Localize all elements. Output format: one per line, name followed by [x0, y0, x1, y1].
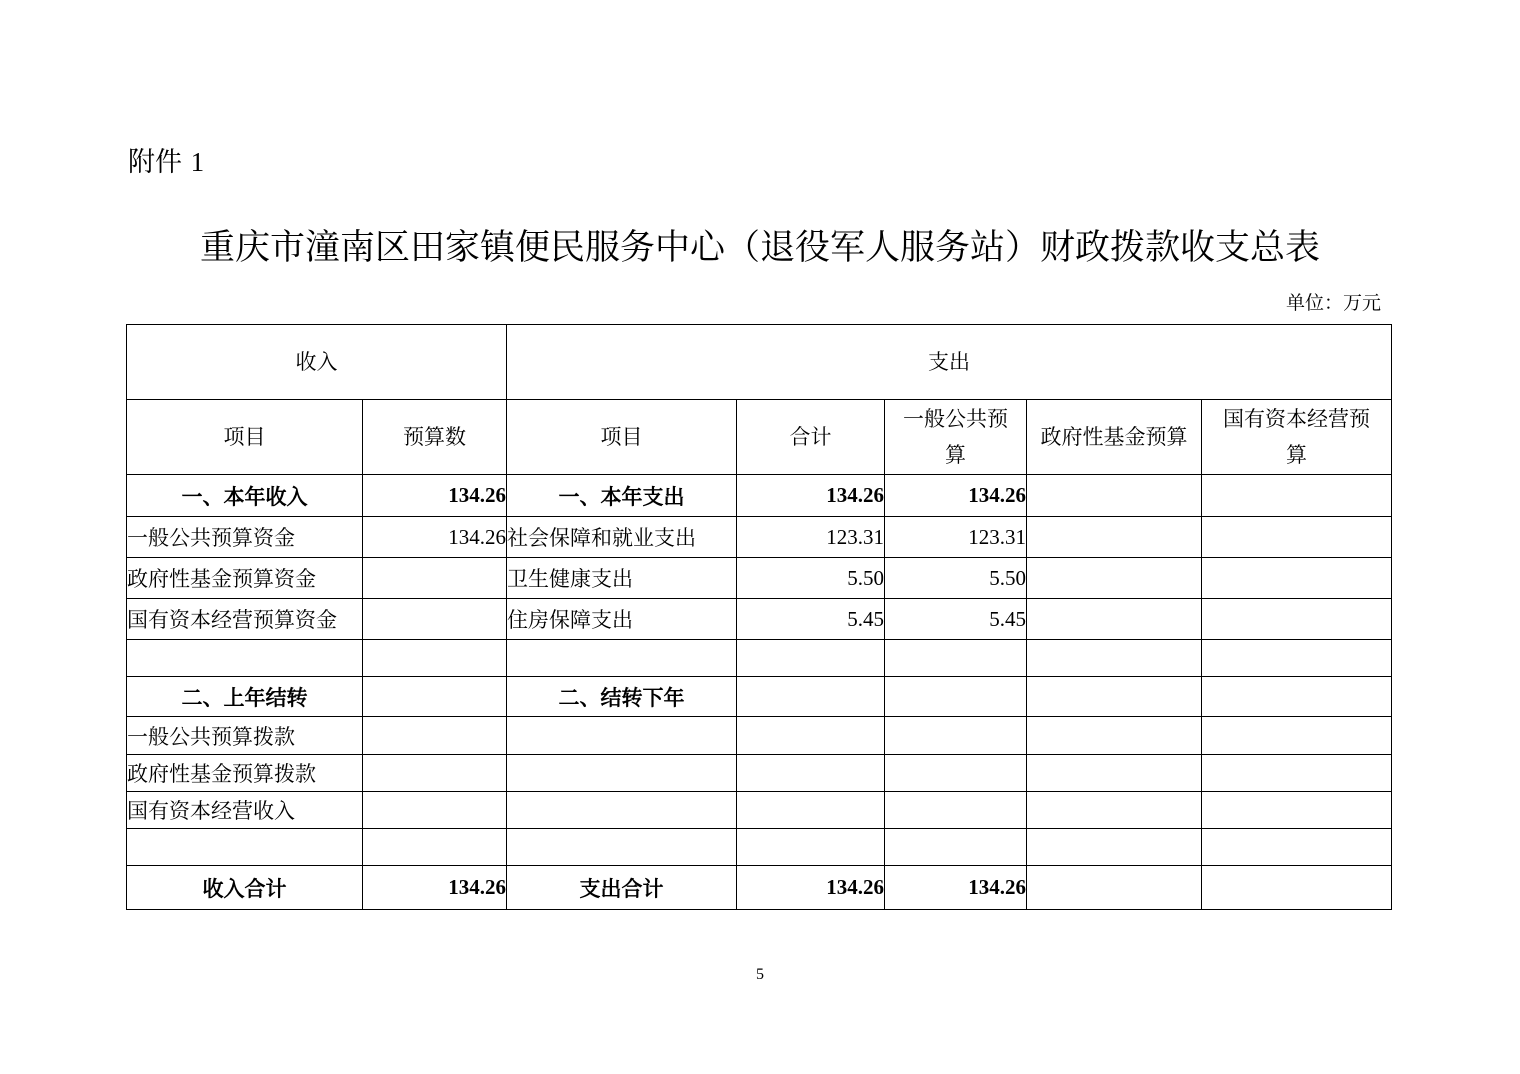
- income-item-cell: 一般公共预算拨款: [127, 717, 363, 755]
- total-cell: 134.26: [737, 866, 885, 910]
- state-capital-cell: [1202, 677, 1392, 717]
- col-header-income-item: 项目: [127, 400, 363, 475]
- table-row: [127, 640, 1392, 677]
- gov-fund-cell: [1027, 640, 1202, 677]
- income-item-cell: 政府性基金预算拨款: [127, 755, 363, 792]
- income-budget-cell: [363, 677, 507, 717]
- income-item-cell: [127, 829, 363, 866]
- general-budget-cell: [885, 792, 1027, 829]
- income-budget-cell: [363, 829, 507, 866]
- gov-fund-cell: [1027, 755, 1202, 792]
- expense-item-cell: 社会保障和就业支出: [507, 517, 737, 558]
- income-item-cell: 二、上年结转: [127, 677, 363, 717]
- group-header-row: [127, 325, 1392, 400]
- table-row: [127, 558, 1392, 599]
- gov-fund-cell: [1027, 599, 1202, 640]
- total-cell: [737, 677, 885, 717]
- total-cell: [737, 640, 885, 677]
- general-budget-cell: 134.26: [885, 866, 1027, 910]
- general-budget-cell: 5.45: [885, 599, 1027, 640]
- income-budget-cell: [363, 755, 507, 792]
- general-budget-cell: [885, 677, 1027, 717]
- income-item-cell: 政府性基金预算资金: [127, 558, 363, 599]
- total-cell: 123.31: [737, 517, 885, 558]
- total-cell: 134.26: [737, 475, 885, 517]
- state-capital-cell: [1202, 640, 1392, 677]
- income-budget-cell: [363, 558, 507, 599]
- expense-item-cell: [507, 829, 737, 866]
- unit-label: 单位：万元: [1285, 292, 1381, 314]
- table-row: [127, 677, 1392, 717]
- income-item-cell: 一般公共预算资金: [127, 517, 363, 558]
- table-row: [127, 717, 1392, 755]
- general-budget-cell: [885, 640, 1027, 677]
- table-row: [127, 792, 1392, 829]
- income-budget-cell: 134.26: [363, 517, 507, 558]
- general-budget-cell: [885, 755, 1027, 792]
- table-row: [127, 599, 1392, 640]
- expense-item-cell: 住房保障支出: [507, 599, 737, 640]
- col-header-income-budget: 预算数: [363, 400, 507, 475]
- col-header-general-budget: 一般公共预算: [885, 400, 1027, 475]
- income-item-cell: 国有资本经营收入: [127, 792, 363, 829]
- income-budget-cell: 134.26: [363, 475, 507, 517]
- state-capital-cell: [1202, 517, 1392, 558]
- budget-summary-table: [126, 324, 1392, 910]
- attachment-text: 附件: [128, 147, 182, 178]
- expense-item-cell: 一、本年支出: [507, 475, 737, 517]
- expense-item-cell: [507, 640, 737, 677]
- general-budget-cell: [885, 829, 1027, 866]
- state-capital-cell: [1202, 755, 1392, 792]
- total-cell: 5.50: [737, 558, 885, 599]
- state-capital-cell: [1202, 717, 1392, 755]
- state-capital-cell: [1202, 475, 1392, 517]
- income-item-cell: [127, 640, 363, 677]
- table-body: [127, 475, 1392, 910]
- income-item-cell: 收入合计: [127, 866, 363, 910]
- table-row: [127, 517, 1392, 558]
- total-cell: [737, 792, 885, 829]
- gov-fund-cell: [1027, 717, 1202, 755]
- table-row: [127, 475, 1392, 517]
- income-budget-cell: [363, 640, 507, 677]
- expense-item-cell: [507, 717, 737, 755]
- gov-fund-cell: [1027, 517, 1202, 558]
- income-budget-cell: [363, 717, 507, 755]
- gov-fund-cell: [1027, 475, 1202, 517]
- state-capital-cell: [1202, 866, 1392, 910]
- expense-item-cell: 二、结转下年: [507, 677, 737, 717]
- general-budget-cell: 5.50: [885, 558, 1027, 599]
- expense-group-header: 支出: [507, 325, 1392, 400]
- total-cell: [737, 829, 885, 866]
- expense-item-cell: 卫生健康支出: [507, 558, 737, 599]
- col-header-gov-fund-budget: 政府性基金预算: [1027, 400, 1202, 475]
- total-cell: [737, 717, 885, 755]
- general-budget-cell: 134.26: [885, 475, 1027, 517]
- income-budget-cell: 134.26: [363, 866, 507, 910]
- table-row: [127, 866, 1392, 910]
- gov-fund-cell: [1027, 792, 1202, 829]
- expense-item-cell: 支出合计: [507, 866, 737, 910]
- col-header-total: 合计: [737, 400, 885, 475]
- general-budget-cell: 123.31: [885, 517, 1027, 558]
- state-capital-cell: [1202, 829, 1392, 866]
- gov-fund-cell: [1027, 866, 1202, 910]
- total-cell: [737, 755, 885, 792]
- general-budget-cell: [885, 717, 1027, 755]
- expense-item-cell: [507, 755, 737, 792]
- table-row: [127, 755, 1392, 792]
- gov-fund-cell: [1027, 677, 1202, 717]
- state-capital-cell: [1202, 599, 1392, 640]
- expense-item-cell: [507, 792, 737, 829]
- col-header-expense-item: 项目: [507, 400, 737, 475]
- gov-fund-cell: [1027, 829, 1202, 866]
- column-header-row: [127, 400, 1392, 475]
- gov-fund-cell: [1027, 558, 1202, 599]
- col-header-state-capital-budget: 国有资本经营预算: [1202, 400, 1392, 475]
- income-budget-cell: [363, 599, 507, 640]
- attachment-number: 1: [190, 147, 205, 177]
- page-number: 5: [756, 966, 764, 983]
- income-item-cell: 一、本年收入: [127, 475, 363, 517]
- table-row: [127, 829, 1392, 866]
- state-capital-cell: [1202, 558, 1392, 599]
- attachment-label: [128, 142, 204, 183]
- state-capital-cell: [1202, 792, 1392, 829]
- income-group-header: 收入: [127, 325, 507, 400]
- page-title: 重庆市潼南区田家镇便民服务中心（退役军人服务站）财政拨款收支总表: [199, 228, 1320, 268]
- income-item-cell: 国有资本经营预算资金: [127, 599, 363, 640]
- total-cell: 5.45: [737, 599, 885, 640]
- income-budget-cell: [363, 792, 507, 829]
